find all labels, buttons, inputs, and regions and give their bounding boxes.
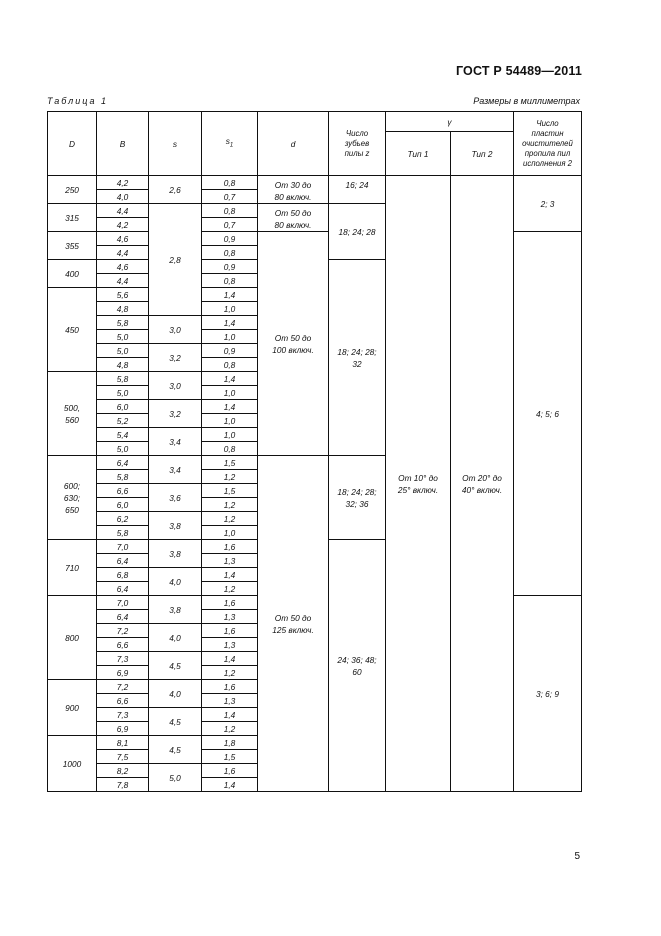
cell-s: 3,2 bbox=[149, 344, 202, 372]
cell-s: 4,5 bbox=[149, 708, 202, 736]
cell-s1: 1,4 bbox=[202, 708, 258, 722]
cell-s: 3,8 bbox=[149, 596, 202, 624]
cell-s1: 0,7 bbox=[202, 218, 258, 232]
cell-B: 5,4 bbox=[97, 428, 149, 442]
cell-s1: 1,0 bbox=[202, 414, 258, 428]
cell-s1: 1,4 bbox=[202, 372, 258, 386]
cell-B: 5,8 bbox=[97, 470, 149, 484]
cell-s: 3,6 bbox=[149, 484, 202, 512]
cell-s1: 1,0 bbox=[202, 428, 258, 442]
cell-B: 4,8 bbox=[97, 302, 149, 316]
cell-s: 4,0 bbox=[149, 624, 202, 652]
cell-s1: 0,7 bbox=[202, 190, 258, 204]
cell-s1: 1,4 bbox=[202, 288, 258, 302]
cell-B: 7,5 bbox=[97, 750, 149, 764]
cell-s1: 1,2 bbox=[202, 512, 258, 526]
cell-s1: 1,6 bbox=[202, 540, 258, 554]
cell-teeth: 18; 24; 28; 32; 36 bbox=[329, 456, 386, 540]
cell-s: 4,5 bbox=[149, 652, 202, 680]
cell-B: 6,9 bbox=[97, 666, 149, 680]
cell-s1: 1,5 bbox=[202, 484, 258, 498]
cell-B: 7,0 bbox=[97, 596, 149, 610]
saw-dimensions-table bbox=[47, 111, 582, 792]
cell-B: 4,0 bbox=[97, 190, 149, 204]
cell-s1: 1,6 bbox=[202, 624, 258, 638]
cell-D: 400 bbox=[48, 260, 97, 288]
cell-s1: 1,2 bbox=[202, 722, 258, 736]
cell-B: 5,0 bbox=[97, 386, 149, 400]
cell-s1: 1,2 bbox=[202, 666, 258, 680]
cell-s1: 1,2 bbox=[202, 470, 258, 484]
cell-s1: 1,4 bbox=[202, 568, 258, 582]
cell-B: 6,0 bbox=[97, 400, 149, 414]
cell-s1: 0,8 bbox=[202, 176, 258, 190]
cell-cleaners: 2; 3 bbox=[514, 176, 582, 232]
cell-s: 4,0 bbox=[149, 568, 202, 596]
cell-B: 7,3 bbox=[97, 652, 149, 666]
cell-B: 6,9 bbox=[97, 722, 149, 736]
cell-D: 450 bbox=[48, 288, 97, 372]
cell-s1: 1,0 bbox=[202, 330, 258, 344]
cell-B: 8,1 bbox=[97, 736, 149, 750]
cell-B: 7,2 bbox=[97, 680, 149, 694]
cell-s1: 1,6 bbox=[202, 596, 258, 610]
cell-D: 500, 560 bbox=[48, 372, 97, 456]
cell-B: 5,6 bbox=[97, 288, 149, 302]
document-code: ГОСТ Р 54489—2011 bbox=[455, 64, 582, 78]
units-note: Размеры в миллиметрах bbox=[473, 96, 580, 106]
cell-s1: 0,9 bbox=[202, 260, 258, 274]
table-row bbox=[48, 176, 582, 190]
cell-B: 6,6 bbox=[97, 484, 149, 498]
cell-D: 600; 630; 650 bbox=[48, 456, 97, 540]
cell-s1: 1,0 bbox=[202, 526, 258, 540]
cell-d: От 50 до 80 включ. bbox=[258, 204, 329, 232]
cell-s: 3,0 bbox=[149, 372, 202, 400]
cell-s1: 0,8 bbox=[202, 204, 258, 218]
cell-s1: 1,2 bbox=[202, 582, 258, 596]
cell-s: 4,5 bbox=[149, 736, 202, 764]
cell-s1: 0,8 bbox=[202, 358, 258, 372]
cell-s: 3,4 bbox=[149, 428, 202, 456]
cell-d: От 50 до 125 включ. bbox=[258, 456, 329, 792]
header-s1: $s_1$ bbox=[202, 112, 258, 176]
cell-D: 315 bbox=[48, 204, 97, 232]
cell-B: 5,8 bbox=[97, 526, 149, 540]
cell-teeth: 16; 24 bbox=[329, 176, 386, 204]
cell-B: 4,8 bbox=[97, 358, 149, 372]
cell-d: От 50 до 100 включ. bbox=[258, 232, 329, 456]
cell-B: 5,0 bbox=[97, 330, 149, 344]
cell-B: 6,8 bbox=[97, 568, 149, 582]
cell-s1: 1,4 bbox=[202, 316, 258, 330]
cell-s1: 0,8 bbox=[202, 442, 258, 456]
cell-B: 4,2 bbox=[97, 176, 149, 190]
cell-D: 900 bbox=[48, 680, 97, 736]
cell-s1: 1,3 bbox=[202, 554, 258, 568]
cell-s1: 1,4 bbox=[202, 400, 258, 414]
cell-D: 250 bbox=[48, 176, 97, 204]
cell-D: 355 bbox=[48, 232, 97, 260]
header-s: s bbox=[149, 112, 202, 176]
cell-B: 6,6 bbox=[97, 638, 149, 652]
page-number: 5 bbox=[574, 851, 580, 862]
cell-B: 5,2 bbox=[97, 414, 149, 428]
cell-B: 6,4 bbox=[97, 582, 149, 596]
cell-D: 1000 bbox=[48, 736, 97, 792]
cell-s1: 0,8 bbox=[202, 274, 258, 288]
header-teeth-count: Число зубьев пилы z bbox=[329, 112, 386, 176]
cell-B: 7,0 bbox=[97, 540, 149, 554]
cell-B: 7,8 bbox=[97, 778, 149, 792]
header-D: D bbox=[48, 112, 97, 176]
cell-B: 4,4 bbox=[97, 274, 149, 288]
cell-s1: 1,3 bbox=[202, 694, 258, 708]
cell-teeth: 18; 24; 28 bbox=[329, 204, 386, 260]
cell-B: 8,2 bbox=[97, 764, 149, 778]
cell-s1: 0,9 bbox=[202, 232, 258, 246]
cell-D: 710 bbox=[48, 540, 97, 596]
cell-B: 7,3 bbox=[97, 708, 149, 722]
cell-s1: 0,9 bbox=[202, 344, 258, 358]
cell-gamma-type2: От 20° до 40° включ. bbox=[451, 176, 514, 792]
header-gamma-type1: Тип 1 bbox=[386, 132, 451, 176]
cell-s1: 1,5 bbox=[202, 456, 258, 470]
cell-B: 5,0 bbox=[97, 344, 149, 358]
cell-B: 4,4 bbox=[97, 204, 149, 218]
cell-cleaners: 3; 6; 9 bbox=[514, 596, 582, 792]
cell-d: От 30 до 80 включ. bbox=[258, 176, 329, 204]
header-gamma-type2: Тип 2 bbox=[451, 132, 514, 176]
cell-cleaners: 4; 5; 6 bbox=[514, 232, 582, 596]
cell-s1: 1,4 bbox=[202, 778, 258, 792]
header-cleaner-plates: Число пластин очистителей пропила пил исполнения 2 bbox=[514, 112, 582, 176]
cell-B: 4,2 bbox=[97, 218, 149, 232]
cell-s1: 0,8 bbox=[202, 246, 258, 260]
cell-s1: 1,4 bbox=[202, 652, 258, 666]
cell-s: 3,0 bbox=[149, 316, 202, 344]
cell-B: 7,2 bbox=[97, 624, 149, 638]
cell-B: 6,4 bbox=[97, 554, 149, 568]
cell-B: 4,6 bbox=[97, 232, 149, 246]
cell-s1: 1,0 bbox=[202, 386, 258, 400]
cell-gamma-type1: От 10° до 25° включ. bbox=[386, 176, 451, 792]
cell-B: 6,2 bbox=[97, 512, 149, 526]
cell-B: 4,6 bbox=[97, 260, 149, 274]
table-label: Таблица 1 bbox=[47, 96, 109, 106]
cell-B: 5,8 bbox=[97, 316, 149, 330]
cell-s: 3,4 bbox=[149, 456, 202, 484]
header-d: d bbox=[258, 112, 329, 176]
cell-s1: 1,3 bbox=[202, 610, 258, 624]
cell-B: 6,4 bbox=[97, 610, 149, 624]
cell-s: 4,0 bbox=[149, 680, 202, 708]
header-s1-subscript: 1 bbox=[229, 142, 234, 149]
cell-teeth: 24; 36; 48; 60 bbox=[329, 540, 386, 792]
cell-s1: 1,8 bbox=[202, 736, 258, 750]
cell-B: 4,4 bbox=[97, 246, 149, 260]
header-gamma: γ bbox=[386, 112, 514, 132]
cell-s: 5,0 bbox=[149, 764, 202, 792]
cell-B: 5,0 bbox=[97, 442, 149, 456]
cell-s: 2,6 bbox=[149, 176, 202, 204]
cell-s1: 1,2 bbox=[202, 498, 258, 512]
cell-s: 2,8 bbox=[149, 204, 202, 316]
table-body bbox=[48, 176, 582, 792]
cell-s: 3,8 bbox=[149, 512, 202, 540]
cell-teeth: 18; 24; 28; 32 bbox=[329, 260, 386, 456]
cell-D: 800 bbox=[48, 596, 97, 680]
cell-B: 6,6 bbox=[97, 694, 149, 708]
cell-B: 6,4 bbox=[97, 456, 149, 470]
cell-s1: 1,0 bbox=[202, 302, 258, 316]
cell-B: 6,0 bbox=[97, 498, 149, 512]
cell-s1: 1,6 bbox=[202, 764, 258, 778]
cell-B: 5,8 bbox=[97, 372, 149, 386]
cell-s1: 1,5 bbox=[202, 750, 258, 764]
cell-s1: 1,6 bbox=[202, 680, 258, 694]
header-B: B bbox=[97, 112, 149, 176]
cell-s: 3,8 bbox=[149, 540, 202, 568]
cell-s: 3,2 bbox=[149, 400, 202, 428]
cell-s1: 1,3 bbox=[202, 638, 258, 652]
